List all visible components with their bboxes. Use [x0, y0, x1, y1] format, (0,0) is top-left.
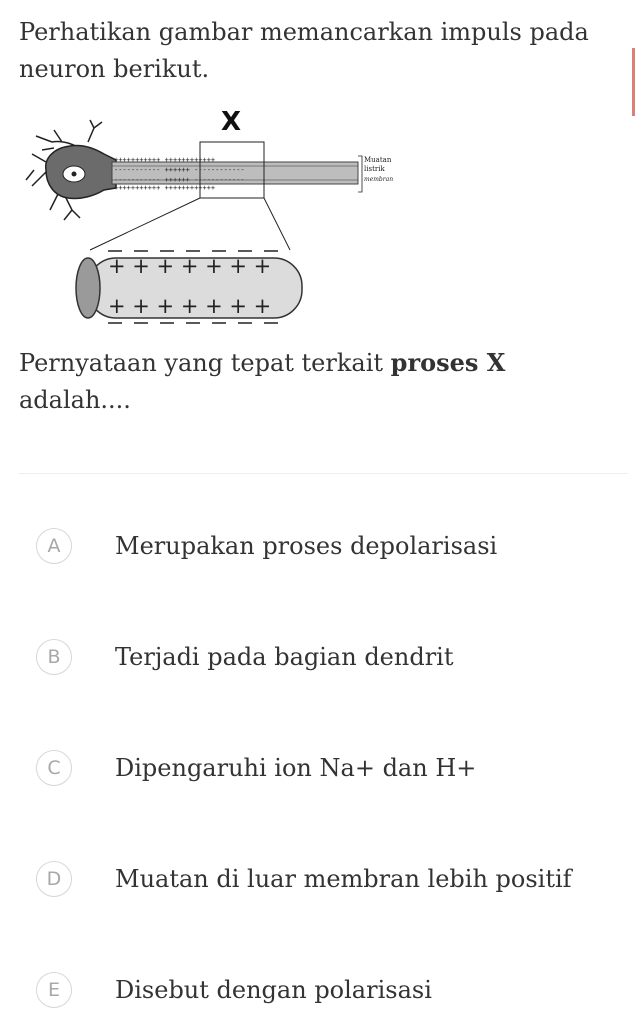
- prompt-bold: proses X: [390, 348, 506, 377]
- option-letter-a: A: [36, 528, 72, 564]
- option-text-a: Merupakan proses depolarisasi: [115, 532, 498, 560]
- option-d[interactable]: [36, 859, 616, 899]
- svg-text:----------- ++++++ --------: ----------- ++++++ ------------: [114, 166, 245, 174]
- question-text: [19, 14, 609, 88]
- neuron-figure: [24, 100, 414, 332]
- svg-text:+++++++++++ ++++++++: +++++++++++ ++++++++++++: [114, 184, 216, 192]
- option-letter-d: D: [36, 861, 72, 897]
- option-b[interactable]: [36, 637, 616, 677]
- svg-text:----------- ++++++ --------: ----------- ++++++ ------------: [114, 176, 245, 184]
- prompt-before: Pernyataan yang tepat terkait: [19, 349, 391, 377]
- question-line-1: Perhatikan gambar memancarkan impuls pada: [19, 18, 589, 46]
- annotation-line-1: Muatan: [364, 156, 392, 164]
- cylinder-top-plus: + + + + + + +: [108, 254, 272, 278]
- annotation-line-3: membran: [364, 176, 394, 183]
- option-c[interactable]: [36, 748, 616, 788]
- scroll-indicator[interactable]: [632, 48, 635, 116]
- option-text-b: Terjadi pada bagian dendrit: [115, 643, 454, 671]
- figure-label-x: X: [220, 107, 242, 137]
- option-letter-c: C: [36, 750, 72, 786]
- divider: [19, 473, 628, 474]
- cylinder-bottom-plus: + + + + + + +: [108, 294, 272, 318]
- option-text-d: Muatan di luar membran lebih positif: [115, 865, 572, 893]
- axon: [112, 142, 362, 198]
- prompt-after: adalah....: [19, 386, 131, 414]
- option-text-c: Dipengaruhi ion Na+ dan H+: [115, 754, 477, 782]
- question-line-2: neuron berikut.: [19, 55, 210, 83]
- svg-text:+++++++++++ ++++++++: +++++++++++ ++++++++++++: [114, 156, 216, 164]
- option-letter-e: E: [36, 972, 72, 1008]
- option-e[interactable]: [36, 970, 616, 1010]
- option-a[interactable]: [36, 526, 616, 566]
- annotation-line-2: listrik: [364, 165, 385, 173]
- neuron-cell-body: [26, 120, 116, 220]
- option-letter-b: B: [36, 639, 72, 675]
- option-text-e: Disebut dengan polarisasi: [115, 976, 432, 1004]
- question-prompt: [19, 344, 619, 419]
